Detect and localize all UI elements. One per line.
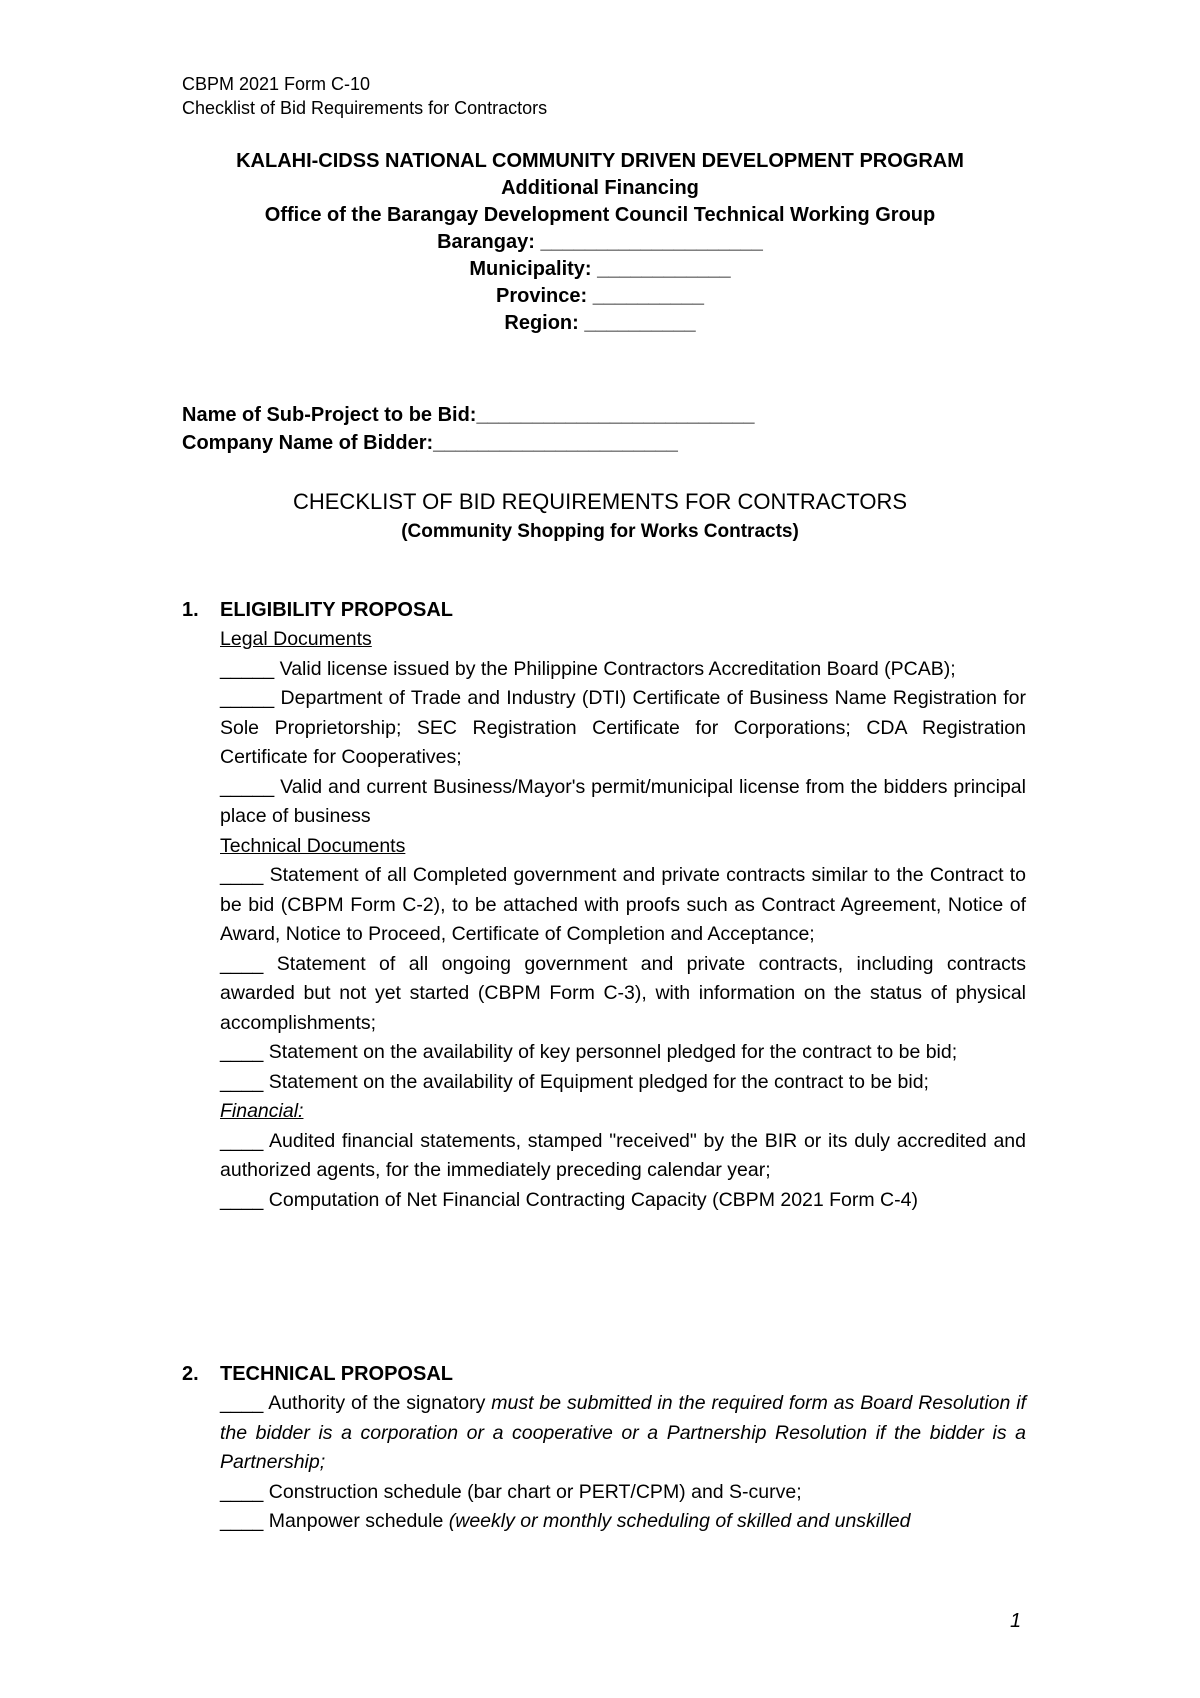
list-item: _____ Department of Trade and Industry (DTI) Certificate of Business Name Registration for Sole Proprietorship; SEC Registration Certificate for Corporations; CDA Registration Certificate for Cooperatives; bbox=[220, 687, 1026, 768]
list-item: ____ Statement of all Completed government and private contracts similar to the Contract to be bid (CBPM Form C-2), to be attached with proofs such as Contract Agreement, Notice of Award, Notice to Proceed, Certificate of Completion and Acceptance; bbox=[220, 864, 1026, 945]
checklist-subtitle: (Community Shopping for Works Contracts) bbox=[401, 521, 799, 542]
project-block bbox=[182, 401, 755, 457]
list-item: ____ Statement of all ongoing government and private contracts, including contracts awarded but not yet started (CBPM Form C-3), with information on the status of physical accomplishments; bbox=[220, 952, 1026, 1034]
list-item bbox=[220, 1389, 1026, 1478]
section-title: TECHNICAL PROPOSAL bbox=[220, 1363, 453, 1385]
office-line: Office of the Barangay Development Council Technical Working Group bbox=[264, 204, 936, 226]
item-note: (weekly or monthly scheduling of skilled and unskilled bbox=[448, 1510, 911, 1532]
legal-documents-label: Legal Documents bbox=[220, 628, 372, 650]
checklist-main-title: CHECKLIST OF BID REQUIREMENTS FOR CONTRACTORS bbox=[292, 489, 908, 514]
page-number: 1 bbox=[1010, 1610, 1022, 1632]
section-heading-eligibility bbox=[182, 596, 453, 625]
organization-block bbox=[0, 148, 1200, 337]
item-note: must be submitted in the required form as Board Resolution if the bidder is a corporation or a cooperative or a Partnership Resolution if the bidder is a Partnership; bbox=[220, 1392, 1027, 1473]
section-body-eligibility bbox=[220, 625, 1026, 1215]
list-item: _____ Valid and current Business/Mayor's permit/municipal license from the bidders principal place of business bbox=[220, 775, 1026, 827]
region-field: Region: __________ bbox=[504, 312, 696, 334]
municipality-field: Municipality: ____________ bbox=[469, 258, 731, 280]
program-name: KALAHI-CIDSS NATIONAL COMMUNITY DRIVEN DEVELOPMENT PROGRAM bbox=[236, 150, 964, 172]
section-number: 1. bbox=[182, 599, 199, 621]
item-text: ____ Authority of the signatory bbox=[220, 1392, 486, 1414]
barangay-field: Barangay: ____________________ bbox=[437, 231, 763, 253]
subproject-field: Name of Sub-Project to be Bid:_________________________ bbox=[182, 404, 755, 426]
company-field: Company Name of Bidder:______________________ bbox=[182, 432, 678, 454]
list-item: ____ Computation of Net Financial Contracting Capacity (CBPM 2021 Form C-4) bbox=[220, 1188, 918, 1211]
list-item bbox=[220, 1507, 1026, 1537]
financing-line: Additional Financing bbox=[501, 177, 699, 199]
list-item: ____ Statement on the availability of key personnel pledged for the contract to be bid; bbox=[220, 1041, 958, 1063]
form-code: CBPM 2021 Form C-10 bbox=[182, 74, 371, 94]
section-heading-technical bbox=[182, 1360, 453, 1389]
section-body-technical bbox=[220, 1389, 1026, 1537]
item-text: ____ Manpower schedule bbox=[220, 1510, 444, 1532]
list-item: ____ Construction schedule (bar chart or PERT/CPM) and S-curve; bbox=[220, 1480, 802, 1503]
technical-documents-label: Technical Documents bbox=[220, 834, 406, 857]
list-item: ____ Audited financial statements, stamped "received" by the BIR or its duly accredited and authorized agents, for the immediately preceding calendar year; bbox=[220, 1129, 1026, 1181]
form-header bbox=[182, 72, 547, 120]
form-title: Checklist of Bid Requirements for Contractors bbox=[182, 98, 548, 118]
list-item: _____ Valid license issued by the Philippine Contractors Accreditation Board (PCAB); bbox=[220, 657, 956, 680]
province-field: Province: __________ bbox=[496, 285, 704, 307]
checklist-title bbox=[0, 487, 1200, 547]
section-title: ELIGIBILITY PROPOSAL bbox=[220, 599, 453, 621]
list-item: ____ Statement on the availability of Equipment pledged for the contract to be bid; bbox=[220, 1070, 929, 1093]
section-number: 2. bbox=[182, 1363, 199, 1385]
financial-label: Financial: bbox=[220, 1100, 304, 1122]
